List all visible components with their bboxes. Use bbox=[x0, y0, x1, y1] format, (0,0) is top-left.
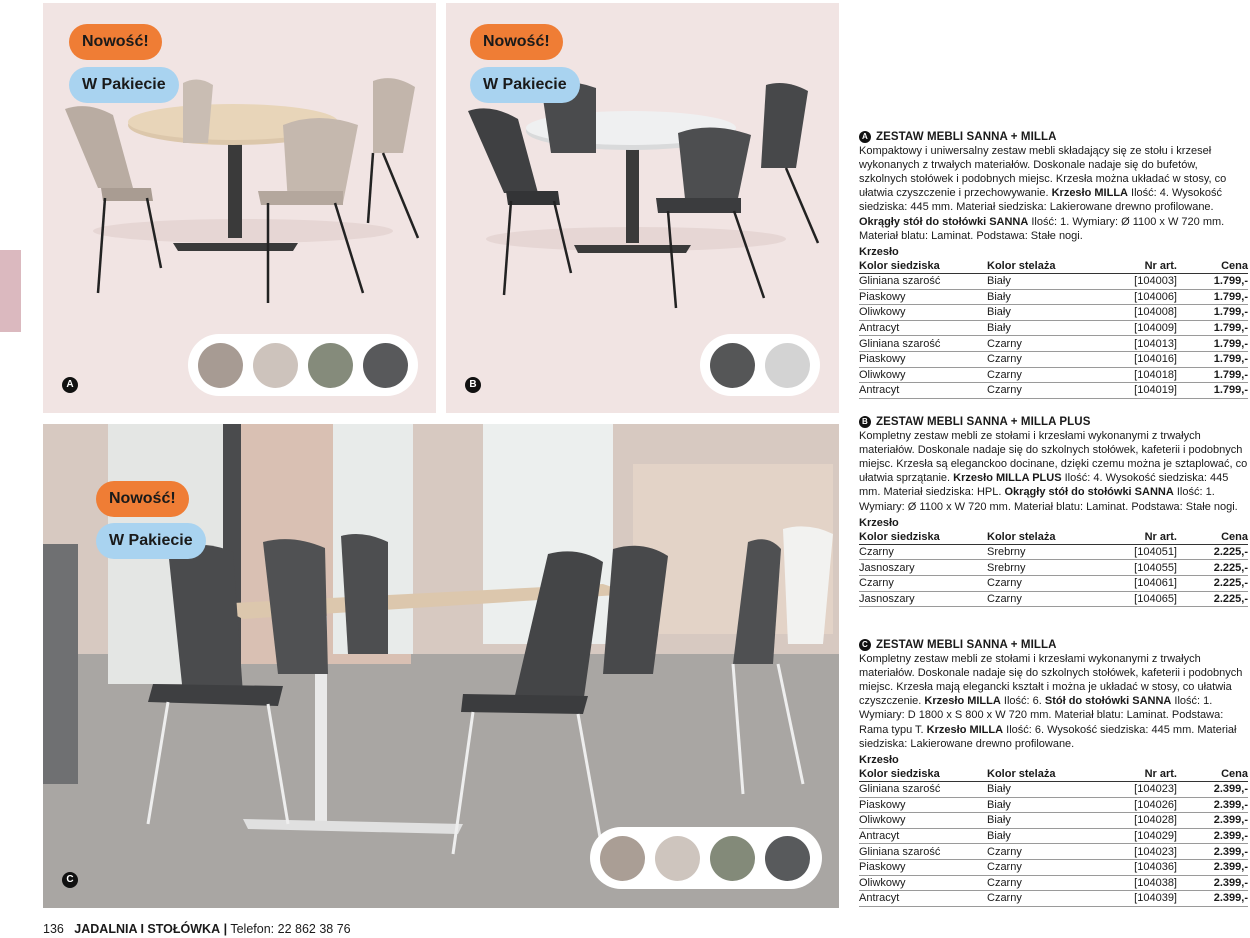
cell-article-no: [104026] bbox=[1097, 797, 1177, 813]
col-article-no: Nr art. bbox=[1097, 767, 1177, 782]
cell-seat-color: Oliwkowy bbox=[859, 813, 987, 829]
cell-frame-color: Biały bbox=[987, 797, 1097, 813]
col-seat-color: Kolor siedziska bbox=[859, 767, 987, 782]
table-row bbox=[859, 591, 1248, 607]
cell-price: 2.225,- bbox=[1177, 576, 1248, 592]
cell-seat-color: Piaskowy bbox=[859, 859, 987, 875]
swatch bbox=[655, 836, 700, 881]
table-header-row bbox=[859, 767, 1248, 782]
table-row bbox=[859, 273, 1248, 289]
cell-article-no: [104006] bbox=[1097, 289, 1177, 305]
col-price: Cena bbox=[1177, 530, 1248, 545]
cell-seat-color: Jasnoszary bbox=[859, 591, 987, 607]
col-article-no: Nr art. bbox=[1097, 259, 1177, 274]
swatch bbox=[308, 343, 353, 388]
col-seat-color: Kolor siedziska bbox=[859, 259, 987, 274]
cell-frame-color: Biały bbox=[987, 781, 1097, 797]
col-frame-color: Kolor stelaża bbox=[987, 767, 1097, 782]
cell-article-no: [104028] bbox=[1097, 813, 1177, 829]
badge-package: W Pakiecie bbox=[69, 67, 179, 103]
section-description: Kompletny zestaw mebli ze stołami i krzesłami wykonanymi z trwałych materiałów. Doskonale nadaje się do szkolnych stołówek, kafeterii i podobnych miejsc. Krzesła mają elegancki kształt i można je układać w stosy, co ułatwia czyszczenie. Krzesło MILLA Ilość: 6. Stół do stołówki SANNA Ilość: 1. Wymiary: D 1800 x S 800 x W 720 mm. Materiał blatu: Laminat. Podstawa: Rama typu T. Krzesło MILLA Ilość: 6. Wysokość siedziska: 445 mm. Materiał siedziska: Lakierowane drewno profilowane. bbox=[859, 653, 1243, 750]
swatch bbox=[363, 343, 408, 388]
cell-seat-color: Piaskowy bbox=[859, 289, 987, 305]
cell-price: 2.399,- bbox=[1177, 859, 1248, 875]
cell-frame-color: Biały bbox=[987, 813, 1097, 829]
cell-seat-color: Oliwkowy bbox=[859, 367, 987, 383]
cell-seat-color: Piaskowy bbox=[859, 351, 987, 367]
page-footer bbox=[43, 922, 351, 936]
cell-price: 2.399,- bbox=[1177, 797, 1248, 813]
cell-price: 2.399,- bbox=[1177, 813, 1248, 829]
cell-article-no: [104023] bbox=[1097, 844, 1177, 860]
cell-article-no: [104016] bbox=[1097, 351, 1177, 367]
table-row bbox=[859, 813, 1248, 829]
col-seat-color: Kolor siedziska bbox=[859, 530, 987, 545]
cell-article-no: [104009] bbox=[1097, 320, 1177, 336]
swatch bbox=[765, 836, 810, 881]
section-letter-icon: B bbox=[859, 416, 871, 428]
cell-seat-color: Piaskowy bbox=[859, 797, 987, 813]
page-number: 136 bbox=[43, 922, 64, 936]
section-title-text: ZESTAW MEBLI SANNA + MILLA bbox=[876, 131, 1057, 143]
cell-article-no: [104029] bbox=[1097, 828, 1177, 844]
cell-frame-color: Biały bbox=[987, 828, 1097, 844]
table-row bbox=[859, 891, 1248, 907]
cell-price: 1.799,- bbox=[1177, 367, 1248, 383]
table-header-row bbox=[859, 259, 1248, 274]
cell-frame-color: Czarny bbox=[987, 336, 1097, 352]
table-row bbox=[859, 367, 1248, 383]
cell-seat-color: Czarny bbox=[859, 576, 987, 592]
section-c bbox=[859, 638, 1248, 907]
table-row bbox=[859, 844, 1248, 860]
col-article-no: Nr art. bbox=[1097, 530, 1177, 545]
table-row bbox=[859, 797, 1248, 813]
cell-price: 2.399,- bbox=[1177, 828, 1248, 844]
cell-price: 2.399,- bbox=[1177, 875, 1248, 891]
product-photo-c bbox=[43, 424, 839, 908]
cell-article-no: [104008] bbox=[1097, 305, 1177, 321]
badge-new: Nowość! bbox=[69, 24, 162, 60]
table-title: Krzesło bbox=[859, 516, 899, 529]
badge-new: Nowość! bbox=[96, 481, 189, 517]
cell-frame-color: Czarny bbox=[987, 351, 1097, 367]
section-letter-icon: C bbox=[859, 639, 871, 651]
cell-seat-color: Gliniana szarość bbox=[859, 336, 987, 352]
photo-letter-a: A bbox=[62, 377, 78, 393]
swatch bbox=[600, 836, 645, 881]
cell-frame-color: Biały bbox=[987, 305, 1097, 321]
section-b bbox=[859, 415, 1248, 607]
cell-frame-color: Czarny bbox=[987, 367, 1097, 383]
cell-seat-color: Antracyt bbox=[859, 383, 987, 399]
badge-package: W Pakiecie bbox=[96, 523, 206, 559]
cell-frame-color: Czarny bbox=[987, 891, 1097, 907]
col-frame-color: Kolor stelaża bbox=[987, 259, 1097, 274]
cell-price: 1.799,- bbox=[1177, 320, 1248, 336]
table-header-row bbox=[859, 530, 1248, 545]
section-letter-icon: A bbox=[859, 131, 871, 143]
cell-article-no: [104065] bbox=[1097, 591, 1177, 607]
cell-seat-color: Gliniana szarość bbox=[859, 273, 987, 289]
section-description: Kompaktowy i uniwersalny zestaw mebli składający się ze stołu i krzeseł wykonanych z trwałych materiałów. Doskonale nadaje się do bufetów, szkolnych stołówek i podobnych miejsc. Krzesła można układać w stosy, co ułatwia czyszczenie i przechowywanie. Krzesło MILLA Ilość: 4. Wysokość siedziska: 445 mm. Materiał siedziska: Lakierowane drewno profilowane. Okrągły stół do stołówki SANNA Ilość: 1. Wymiary: Ø 1100 x W 720 mm. Materiał blatu: Laminat. Podstawa: Stałe nogi. bbox=[859, 145, 1227, 242]
cell-seat-color: Gliniana szarość bbox=[859, 781, 987, 797]
cell-seat-color: Antracyt bbox=[859, 891, 987, 907]
cell-price: 1.799,- bbox=[1177, 351, 1248, 367]
table-title: Krzesło bbox=[859, 245, 899, 258]
table-row bbox=[859, 383, 1248, 399]
table-row bbox=[859, 781, 1248, 797]
table-row bbox=[859, 289, 1248, 305]
cell-frame-color: Czarny bbox=[987, 875, 1097, 891]
cell-article-no: [104038] bbox=[1097, 875, 1177, 891]
product-photo-a bbox=[43, 3, 436, 413]
section-title bbox=[859, 638, 1248, 652]
table-row bbox=[859, 305, 1248, 321]
cell-article-no: [104003] bbox=[1097, 273, 1177, 289]
cell-seat-color: Oliwkowy bbox=[859, 305, 987, 321]
cell-article-no: [104039] bbox=[1097, 891, 1177, 907]
cell-article-no: [104018] bbox=[1097, 367, 1177, 383]
cell-price: 1.799,- bbox=[1177, 273, 1248, 289]
color-swatches-b bbox=[700, 334, 820, 396]
cell-price: 1.799,- bbox=[1177, 305, 1248, 321]
col-price: Cena bbox=[1177, 259, 1248, 274]
cell-price: 1.799,- bbox=[1177, 383, 1248, 399]
cell-seat-color: Czarny bbox=[859, 544, 987, 560]
photo-letter-b: B bbox=[465, 377, 481, 393]
cell-price: 2.225,- bbox=[1177, 591, 1248, 607]
section-title-text: ZESTAW MEBLI SANNA + MILLA bbox=[876, 639, 1057, 651]
cell-frame-color: Srebrny bbox=[987, 560, 1097, 576]
photo-letter-c: C bbox=[62, 872, 78, 888]
cell-seat-color: Antracyt bbox=[859, 320, 987, 336]
swatch bbox=[710, 836, 755, 881]
cell-price: 2.399,- bbox=[1177, 891, 1248, 907]
price-table bbox=[859, 259, 1248, 399]
cell-price: 2.399,- bbox=[1177, 844, 1248, 860]
cell-frame-color: Srebrny bbox=[987, 544, 1097, 560]
cell-frame-color: Czarny bbox=[987, 844, 1097, 860]
cell-article-no: [104019] bbox=[1097, 383, 1177, 399]
section-title-text: ZESTAW MEBLI SANNA + MILLA PLUS bbox=[876, 416, 1091, 428]
footer-separator: | bbox=[223, 922, 228, 936]
footer-phone: Telefon: 22 862 38 76 bbox=[230, 922, 351, 936]
footer-section: JADALNIA I STOŁÓWKA bbox=[74, 922, 221, 936]
swatch bbox=[765, 343, 810, 388]
table-row bbox=[859, 320, 1248, 336]
table-row bbox=[859, 859, 1248, 875]
cell-frame-color: Biały bbox=[987, 320, 1097, 336]
cell-price: 1.799,- bbox=[1177, 336, 1248, 352]
section-description: Kompletny zestaw mebli ze stołami i krzesłami wykonanymi z trwałych materiałów. Doskonale nadaje się do szkolnych stołówek, kafeterii i podobnych miejsc. Krzesła są eleganckoo docinane, dzięki czemu można je sztaplować, co ułatwia sprzątanie. Krzesło MILLA PLUS Ilość: 4. Wysokość siedziska: 445 mm. Materiał siedziska: HPL. Okrągły stół do stołówki SANNA Ilość: 1. Wymiary: Ø 1100 x W 720 mm. Materiał blatu: Laminat. Podstawa: Stałe nogi. bbox=[859, 430, 1248, 513]
table-row bbox=[859, 336, 1248, 352]
product-photo-b bbox=[446, 3, 839, 413]
table-row bbox=[859, 828, 1248, 844]
cell-price: 1.799,- bbox=[1177, 289, 1248, 305]
section-title bbox=[859, 415, 1248, 429]
cell-article-no: [104036] bbox=[1097, 859, 1177, 875]
table-row bbox=[859, 576, 1248, 592]
cell-frame-color: Biały bbox=[987, 289, 1097, 305]
cell-frame-color: Czarny bbox=[987, 383, 1097, 399]
section-a bbox=[859, 130, 1248, 399]
cell-frame-color: Czarny bbox=[987, 591, 1097, 607]
section-title bbox=[859, 130, 1248, 144]
cell-article-no: [104051] bbox=[1097, 544, 1177, 560]
cell-frame-color: Czarny bbox=[987, 576, 1097, 592]
cell-price: 2.399,- bbox=[1177, 781, 1248, 797]
col-price: Cena bbox=[1177, 767, 1248, 782]
badge-new: Nowość! bbox=[470, 24, 563, 60]
badge-package: W Pakiecie bbox=[470, 67, 580, 103]
table-title: Krzesło bbox=[859, 753, 899, 766]
col-frame-color: Kolor stelaża bbox=[987, 530, 1097, 545]
page-edge-tab bbox=[0, 250, 21, 332]
cell-seat-color: Antracyt bbox=[859, 828, 987, 844]
cell-article-no: [104055] bbox=[1097, 560, 1177, 576]
cell-seat-color: Gliniana szarość bbox=[859, 844, 987, 860]
cell-price: 2.225,- bbox=[1177, 544, 1248, 560]
table-row bbox=[859, 351, 1248, 367]
cell-article-no: [104013] bbox=[1097, 336, 1177, 352]
cell-price: 2.225,- bbox=[1177, 560, 1248, 576]
color-swatches-c bbox=[590, 827, 822, 889]
cell-frame-color: Czarny bbox=[987, 859, 1097, 875]
price-table bbox=[859, 530, 1248, 607]
color-swatches-a bbox=[188, 334, 418, 396]
swatch bbox=[710, 343, 755, 388]
table-row bbox=[859, 875, 1248, 891]
cell-seat-color: Oliwkowy bbox=[859, 875, 987, 891]
swatch bbox=[253, 343, 298, 388]
cell-article-no: [104061] bbox=[1097, 576, 1177, 592]
cell-frame-color: Biały bbox=[987, 273, 1097, 289]
cell-article-no: [104023] bbox=[1097, 781, 1177, 797]
swatch bbox=[198, 343, 243, 388]
cell-seat-color: Jasnoszary bbox=[859, 560, 987, 576]
table-row bbox=[859, 544, 1248, 560]
table-row bbox=[859, 560, 1248, 576]
price-table bbox=[859, 767, 1248, 907]
